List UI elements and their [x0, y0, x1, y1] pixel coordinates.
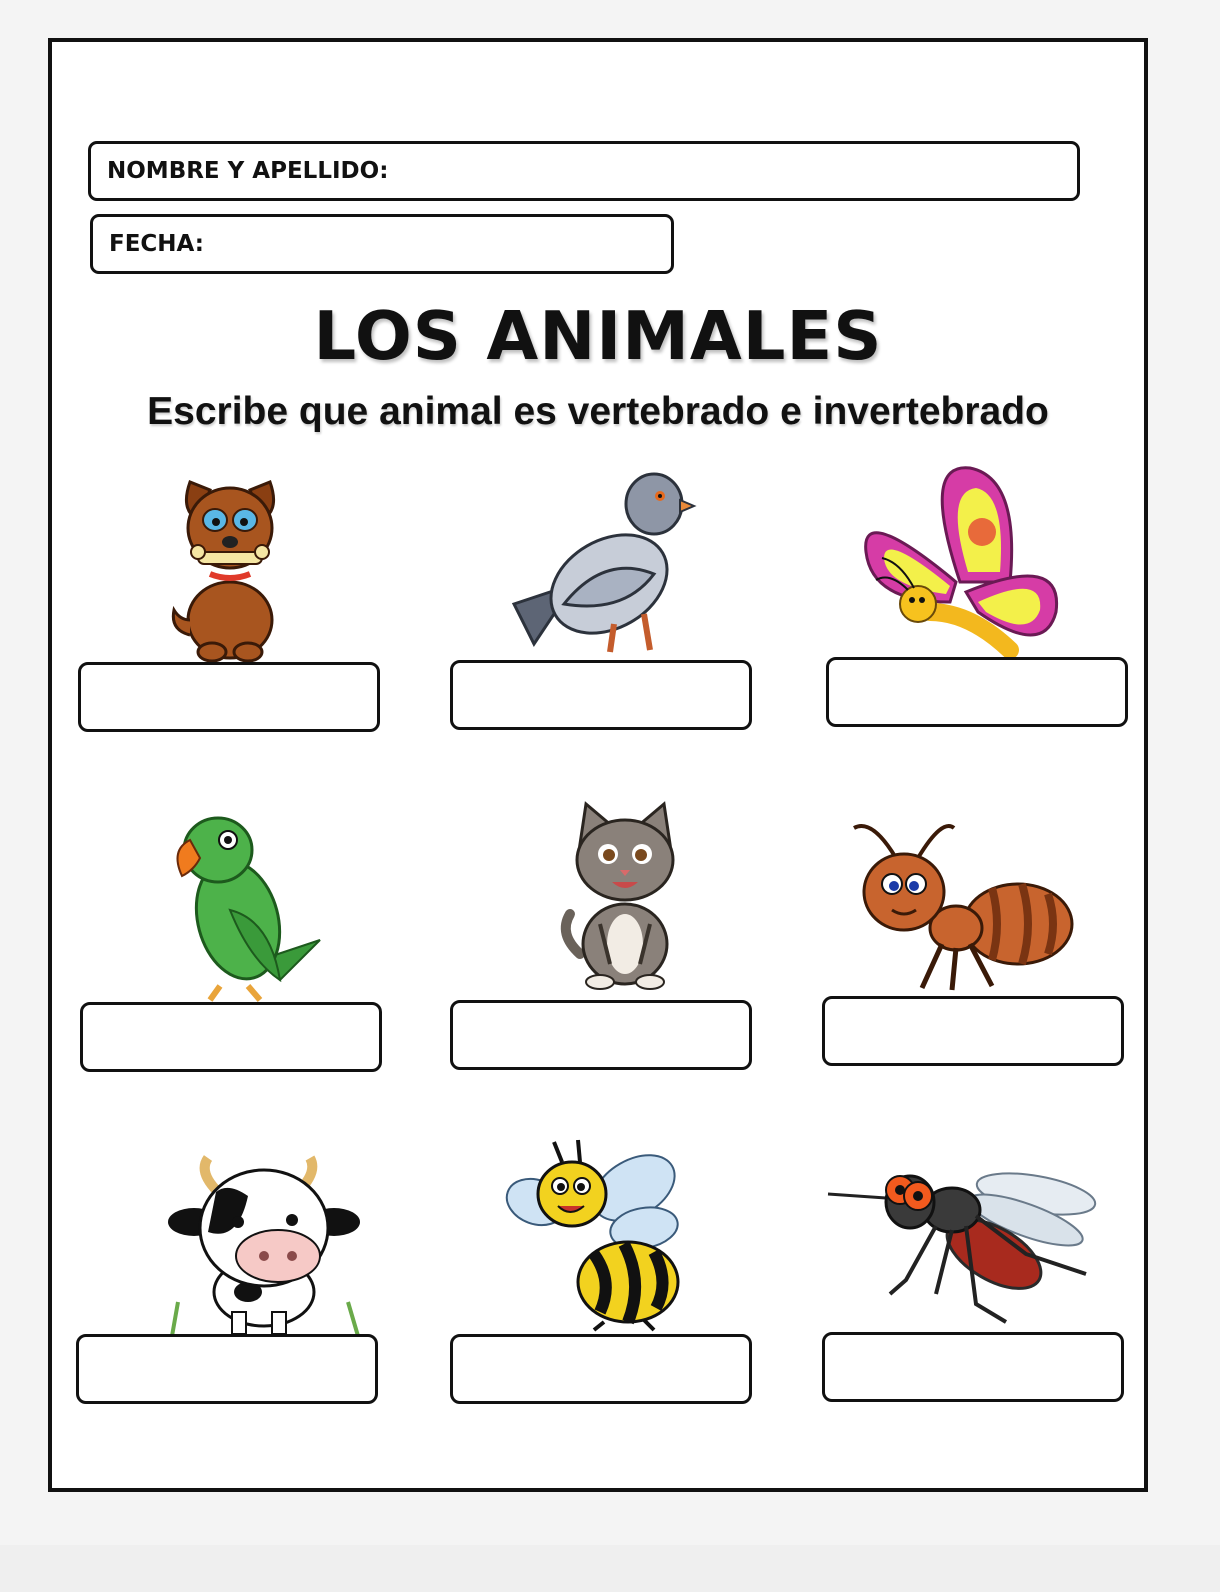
name-field-label: NOMBRE Y APELLIDO: — [107, 158, 389, 184]
answer-box-dog[interactable] — [78, 662, 380, 732]
answer-box-ant[interactable] — [822, 996, 1124, 1066]
answer-box-bee[interactable] — [450, 1334, 752, 1404]
dog-icon — [160, 470, 300, 662]
bee-icon — [504, 1132, 684, 1332]
answer-box-pigeon[interactable] — [450, 660, 752, 730]
page-title: LOS ANIMALES — [313, 297, 883, 375]
answer-box-parrot[interactable] — [80, 1002, 382, 1072]
answer-box-cat[interactable] — [450, 1000, 752, 1070]
mosquito-icon — [826, 1154, 1094, 1324]
name-field[interactable] — [88, 141, 1080, 201]
instruction-text: Escribe que animal es vertebrado e invertebrado — [147, 390, 1049, 433]
answer-box-butterfly[interactable] — [826, 657, 1128, 727]
parrot-icon — [170, 810, 320, 1002]
date-field[interactable] — [90, 214, 674, 274]
cat-icon — [560, 804, 690, 990]
answer-box-mosquito[interactable] — [822, 1332, 1124, 1402]
cow-icon — [168, 1152, 364, 1336]
butterfly-icon — [860, 462, 1064, 658]
pigeon-icon — [504, 464, 686, 660]
worksheet-page — [48, 38, 1148, 1492]
ant-icon — [852, 818, 1074, 994]
answer-box-cow[interactable] — [76, 1334, 378, 1404]
footer-band — [0, 1545, 1220, 1592]
date-field-label: FECHA: — [109, 231, 204, 257]
